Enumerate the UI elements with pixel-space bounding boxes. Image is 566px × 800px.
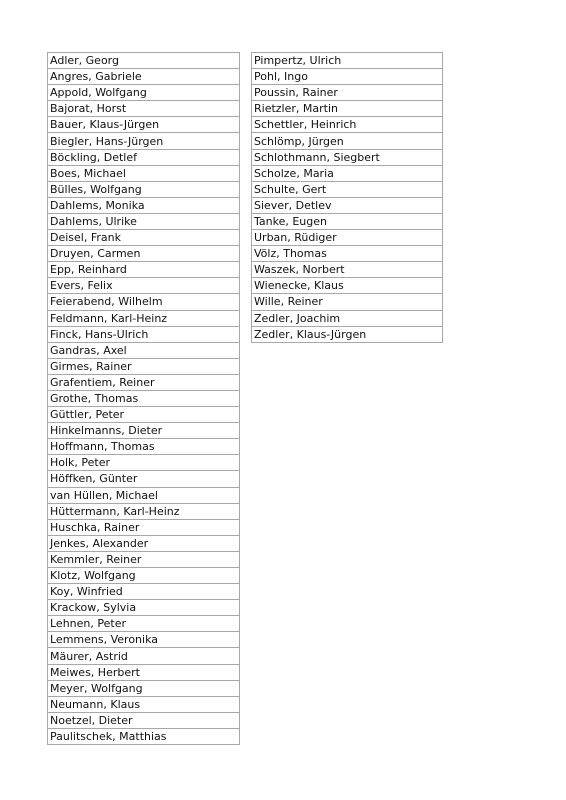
name-cell: Meyer, Wolfgang — [48, 680, 240, 696]
table-row — [48, 535, 240, 551]
table-row — [48, 69, 240, 85]
table-row — [48, 246, 240, 262]
table-row — [48, 278, 240, 294]
name-cell: Neumann, Klaus — [48, 696, 240, 712]
table-row — [48, 632, 240, 648]
table-row — [48, 165, 240, 181]
name-cell: Huschka, Rainer — [48, 519, 240, 535]
name-cell: Hüttermann, Karl-Heinz — [48, 503, 240, 519]
table-row — [48, 696, 240, 712]
name-cell: Siever, Detlev — [252, 197, 443, 213]
name-cell: Schettler, Heinrich — [252, 117, 443, 133]
table-row — [252, 53, 443, 69]
table-row — [48, 133, 240, 149]
table-row — [48, 101, 240, 117]
name-cell: Lemmens, Veronika — [48, 632, 240, 648]
name-cell: Jenkes, Alexander — [48, 535, 240, 551]
table-row — [48, 390, 240, 406]
table-row — [252, 230, 443, 246]
table-row — [48, 568, 240, 584]
table-row — [48, 117, 240, 133]
name-cell: Zedler, Joachim — [252, 310, 443, 326]
name-cell: Wienecke, Klaus — [252, 278, 443, 294]
table-row — [48, 584, 240, 600]
names-table-right-body — [252, 53, 443, 343]
table-row — [48, 616, 240, 632]
table-row — [48, 728, 240, 744]
table-row — [252, 69, 443, 85]
table-row — [252, 165, 443, 181]
name-cell: Böckling, Detlef — [48, 149, 240, 165]
name-cell: Güttler, Peter — [48, 407, 240, 423]
table-row — [48, 310, 240, 326]
name-cell: Dahlems, Monika — [48, 197, 240, 213]
name-cell: Kemmler, Reiner — [48, 551, 240, 567]
name-cell: Hinkelmanns, Dieter — [48, 423, 240, 439]
table-row — [48, 503, 240, 519]
table-row — [48, 326, 240, 342]
table-row — [48, 600, 240, 616]
name-cell: Schlömp, Jürgen — [252, 133, 443, 149]
name-cell: Hoffmann, Thomas — [48, 439, 240, 455]
name-cell: Urban, Rüdiger — [252, 230, 443, 246]
name-cell: Paulitschek, Matthias — [48, 728, 240, 744]
table-row — [48, 680, 240, 696]
name-cell: Angres, Gabriele — [48, 69, 240, 85]
name-cell: Waszek, Norbert — [252, 262, 443, 278]
name-cell: Boes, Michael — [48, 165, 240, 181]
table-row — [48, 294, 240, 310]
name-cell: Bauer, Klaus-Jürgen — [48, 117, 240, 133]
table-row — [252, 213, 443, 229]
table-row — [252, 181, 443, 197]
table-row — [252, 85, 443, 101]
table-row — [252, 149, 443, 165]
names-table-left — [47, 52, 240, 745]
name-cell: Lehnen, Peter — [48, 616, 240, 632]
table-row — [252, 246, 443, 262]
name-cell: Bülles, Wolfgang — [48, 181, 240, 197]
table-row — [48, 551, 240, 567]
name-cell: Feierabend, Wilhelm — [48, 294, 240, 310]
table-row — [48, 423, 240, 439]
name-cell: Pohl, Ingo — [252, 69, 443, 85]
name-cell: Feldmann, Karl-Heinz — [48, 310, 240, 326]
name-cell: Grafentiem, Reiner — [48, 374, 240, 390]
name-cell: Holk, Peter — [48, 455, 240, 471]
table-row — [48, 230, 240, 246]
table-row — [48, 712, 240, 728]
table-row — [48, 439, 240, 455]
name-cell: Tanke, Eugen — [252, 213, 443, 229]
name-cell: Bajorat, Horst — [48, 101, 240, 117]
table-row — [48, 53, 240, 69]
name-cell: Meiwes, Herbert — [48, 664, 240, 680]
name-cell: Adler, Georg — [48, 53, 240, 69]
table-row — [252, 262, 443, 278]
name-cell: Poussin, Rainer — [252, 85, 443, 101]
table-row — [252, 294, 443, 310]
table-row — [48, 487, 240, 503]
table-row — [48, 213, 240, 229]
table-row — [48, 455, 240, 471]
name-cell: Krackow, Sylvia — [48, 600, 240, 616]
name-cell: Koy, Winfried — [48, 584, 240, 600]
name-cell: Zedler, Klaus-Jürgen — [252, 326, 443, 342]
name-cell: Deisel, Frank — [48, 230, 240, 246]
name-cell: Girmes, Rainer — [48, 358, 240, 374]
name-cell: Rietzler, Martin — [252, 101, 443, 117]
table-row — [48, 181, 240, 197]
name-cell: Dahlems, Ulrike — [48, 213, 240, 229]
name-cell: Höffken, Günter — [48, 471, 240, 487]
table-row — [48, 85, 240, 101]
name-cell: Epp, Reinhard — [48, 262, 240, 278]
table-row — [252, 117, 443, 133]
table-row — [48, 648, 240, 664]
table-row — [48, 407, 240, 423]
name-cell: Schulte, Gert — [252, 181, 443, 197]
table-row — [48, 197, 240, 213]
name-cell: Völz, Thomas — [252, 246, 443, 262]
name-cell: Grothe, Thomas — [48, 390, 240, 406]
name-cell: Appold, Wolfgang — [48, 85, 240, 101]
name-cell: Wille, Reiner — [252, 294, 443, 310]
name-cell: van Hüllen, Michael — [48, 487, 240, 503]
table-row — [48, 149, 240, 165]
name-cell: Druyen, Carmen — [48, 246, 240, 262]
table-row — [252, 197, 443, 213]
table-row — [48, 342, 240, 358]
name-cell: Schlothmann, Siegbert — [252, 149, 443, 165]
name-cell: Gandras, Axel — [48, 342, 240, 358]
name-cell: Biegler, Hans-Jürgen — [48, 133, 240, 149]
name-cell: Finck, Hans-Ulrich — [48, 326, 240, 342]
name-cell: Mäurer, Astrid — [48, 648, 240, 664]
name-cell: Noetzel, Dieter — [48, 712, 240, 728]
name-cell: Pimpertz, Ulrich — [252, 53, 443, 69]
table-row — [252, 278, 443, 294]
names-table-left-body — [48, 53, 240, 745]
name-cell: Klotz, Wolfgang — [48, 568, 240, 584]
table-row — [252, 326, 443, 342]
name-cell: Scholze, Maria — [252, 165, 443, 181]
table-row — [48, 358, 240, 374]
table-row — [252, 310, 443, 326]
table-row — [48, 664, 240, 680]
table-row — [252, 101, 443, 117]
table-row — [48, 471, 240, 487]
table-row — [48, 519, 240, 535]
table-row — [252, 133, 443, 149]
name-cell: Evers, Felix — [48, 278, 240, 294]
table-row — [48, 374, 240, 390]
table-row — [48, 262, 240, 278]
names-table-right — [251, 52, 443, 343]
